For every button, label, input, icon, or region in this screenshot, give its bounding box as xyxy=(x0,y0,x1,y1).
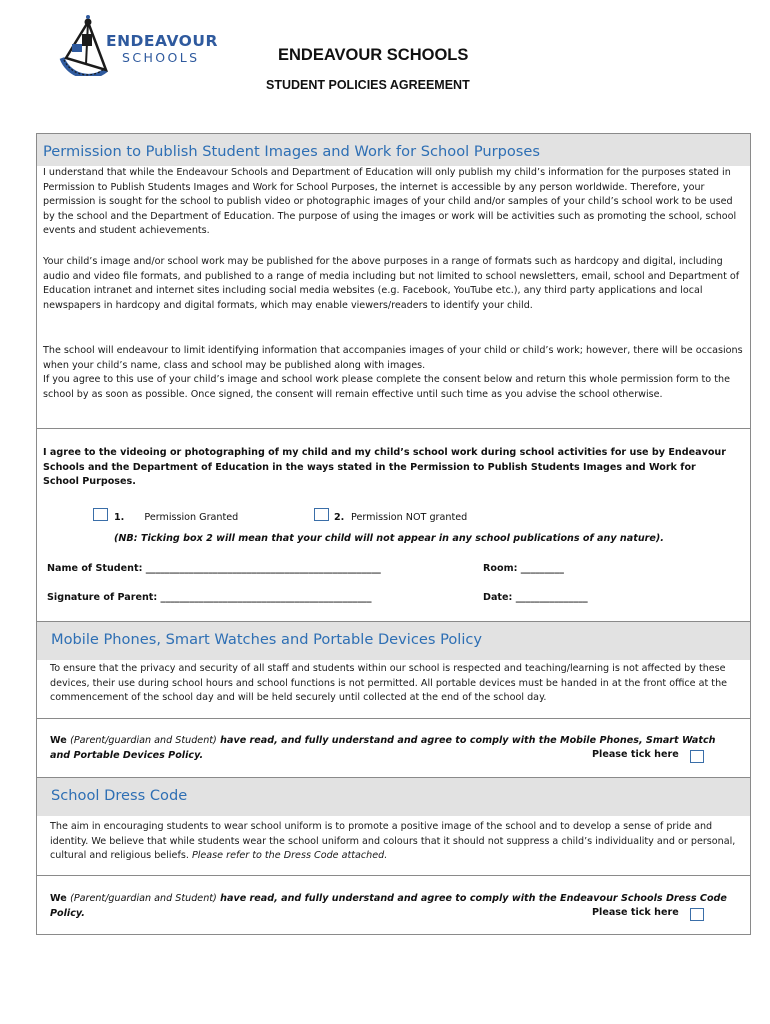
tick-box-note: (NB: Ticking box 2 will mean that your child will not appear in any school publications of any nature). xyxy=(114,533,664,544)
logo-wordmark-top: ENDEAVOUR xyxy=(106,32,218,50)
permission-granted-option xyxy=(114,512,238,523)
section-heading-dress-code: School Dress Code xyxy=(37,778,750,816)
parent-signature-field[interactable]: Signature of Parent: ____________________________________________ xyxy=(47,592,372,603)
student-name-field[interactable]: Name of Student: _________________________________________________ xyxy=(47,563,381,574)
dress-code-agree-checkbox[interactable] xyxy=(690,908,704,921)
document-subtitle: STUDENT POLICIES AGREEMENT xyxy=(266,78,470,92)
divider xyxy=(36,428,751,429)
publish-consent-paragraph: If you agree to this use of your child’s image and school work please complete the consent below and return this whole permission form to the school by as soon as possible. Once signed, the consent will remain effective until such time as you advise the school otherwise. xyxy=(43,374,730,400)
dress-code-text: The aim in encouraging students to wear school uniform is to promote a positive image of the school and to develop a sense of pride and identity. We believe that while students wear the school uniform and colours that it should not suppress a child’s individuality and or personal, cultural and religious beliefs. xyxy=(50,821,736,861)
mobile-devices-agree-checkbox[interactable] xyxy=(690,750,704,763)
mobile-devices-tick-label: Please tick here xyxy=(592,749,679,760)
agreement-parties: (Parent/guardian and Student) xyxy=(70,893,217,904)
option-label: Permission NOT granted xyxy=(351,512,468,523)
option-number: 1. xyxy=(114,512,125,523)
logo-wordmark-bottom: SCHOOLS xyxy=(122,50,200,65)
option-number: 2. xyxy=(334,512,345,523)
permission-not-granted-option xyxy=(334,512,467,523)
publish-identifying-paragraph: The school will endeavour to limit identifying information that accompanies images of your child or child’s work; however, there will be occasions when your child’s name, class and school may be published along with images. xyxy=(43,345,743,371)
dress-code-tick-label: Please tick here xyxy=(592,907,679,918)
publish-intro-paragraph: I understand that while the Endeavour Schools and Department of Education will only publish my child’s information for the purposes stated in Permission to Publish Students Images and Work for School Purposes, the internet is accessible by any person worldwide. Therefore, your permission is sought for the school to publish video or photographic images of your child and/or samples of your child’s school work to be used by the school and the Department of Education. The purpose of using the images or work will be activities such as promoting the school, school events and student achievements. xyxy=(43,167,737,236)
divider xyxy=(36,718,751,719)
publish-formats-paragraph: Your child’s image and/or school work may be published for the above purposes in a range of formats such as hardcopy and digital, including audio and video file formats, and published to a range of media including but not limited to school newsletters, email, school and Department of Education intranet and internet sites including social media websites (e.g. Facebook, YouTube etc.), any third party applications and local newspapers in hardcopy and digital formats, which may enable viewers/readers to identify your child. xyxy=(43,256,740,311)
divider xyxy=(36,875,751,876)
school-logo xyxy=(58,14,230,76)
room-field[interactable]: Room: _________ xyxy=(483,563,564,574)
section-heading-publish-permission: Permission to Publish Student Images and Work for School Purposes xyxy=(37,134,750,166)
agreement-we: We xyxy=(50,735,67,746)
agreement-text: have read, and fully understand and agree to comply with the Mobile Phones, Smart Watch and Portable Devices Policy. xyxy=(50,735,716,761)
permission-granted-checkbox[interactable] xyxy=(93,508,108,521)
publish-agreement-statement: I agree to the videoing or photographing of my child and my child’s school work during school activities for use by Endeavour Schools and the Department of Education in the ways stated in the Permission to Publish Students Images and Work for School Purposes. xyxy=(43,447,726,487)
dress-code-paragraph xyxy=(50,820,742,864)
agreement-we: We xyxy=(50,893,67,904)
section-heading-mobile-devices: Mobile Phones, Smart Watches and Portable Devices Policy xyxy=(37,622,750,660)
option-label: Permission Granted xyxy=(144,512,239,523)
dress-code-reference: Please refer to the Dress Code attached. xyxy=(191,850,388,861)
date-field[interactable]: Date: _______________ xyxy=(483,592,588,603)
document-title: ENDEAVOUR SCHOOLS xyxy=(278,46,469,64)
permission-not-granted-checkbox[interactable] xyxy=(314,508,329,521)
agreement-parties: (Parent/guardian and Student) xyxy=(70,735,217,746)
mobile-devices-policy-paragraph: To ensure that the privacy and security of all staff and students within our school is respected and teaching/learning is not affected by these devices, their use during school hours and school functions is not permitted. All portable devices must be handed in at the front office at the commencement of the school day and will be held securely until collected at the end of the school day. xyxy=(50,663,728,703)
agreement-text: have read, and fully understand and agree to comply with the Endeavour Schools Dress Code Policy. xyxy=(50,893,727,919)
